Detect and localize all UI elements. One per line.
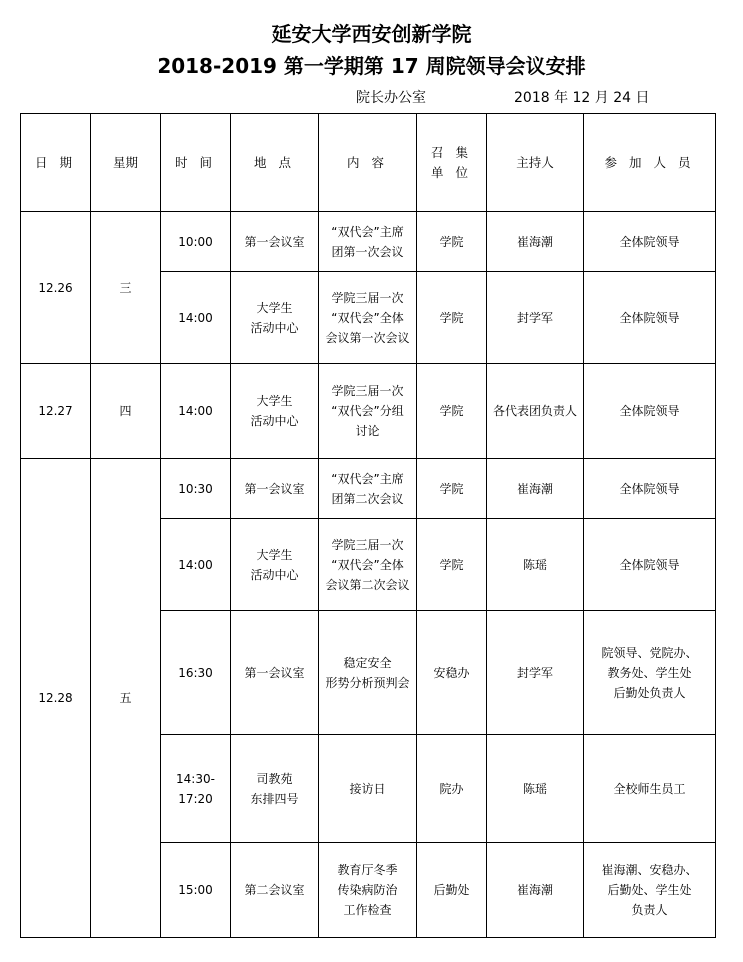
weekday-cell: 三 [91,212,161,364]
time-cell: 14:00 [161,272,231,364]
column-header-participants: 参 加 人 员 [584,114,716,212]
host-cell: 各代表团负责人 [487,364,584,459]
time-cell: 16:30 [161,611,231,735]
column-header-date: 日 期 [21,114,91,212]
content-cell: “双代会”主席 团第一次会议 [319,212,417,272]
content-cell: 稳定安全 形势分析预判会 [319,611,417,735]
column-header-content: 内 容 [319,114,417,212]
issuing-office: 院长办公室 [356,90,426,106]
place-cell: 第一会议室 [231,212,319,272]
place-cell: 大学生 活动中心 [231,272,319,364]
participants-cell: 全体院领导 [584,519,716,611]
time-cell: 14:00 [161,519,231,611]
content-cell: 学院三届一次 “双代会”全体 会议第二次会议 [319,519,417,611]
organizer-cell: 学院 [417,519,487,611]
document-title: 延安大学西安创新学院 [271,22,472,46]
time-cell: 14:30- 17:20 [161,735,231,843]
place-cell: 大学生 活动中心 [231,364,319,459]
participants-cell: 全体院领导 [584,364,716,459]
date-cell: 12.27 [21,364,91,459]
content-cell: 教育厅冬季 传染病防治 工作检查 [319,843,417,938]
document-subtitle: 2018-2019 第一学期第 17 周院领导会议安排 [157,54,586,78]
column-header-organizer: 召 集 单 位 [417,114,487,212]
host-cell: 崔海潮 [487,212,584,272]
organizer-cell: 学院 [417,364,487,459]
time-cell: 10:00 [161,212,231,272]
issue-date: 2018 年 12 月 24 日 [514,90,650,106]
content-cell: “双代会”主席 团第二次会议 [319,459,417,519]
organizer-cell: 后勤处 [417,843,487,938]
place-cell: 大学生 活动中心 [231,519,319,611]
host-cell: 封学军 [487,611,584,735]
place-cell: 第二会议室 [231,843,319,938]
date-cell: 12.28 [21,459,91,938]
host-cell: 崔海潮 [487,843,584,938]
content-cell: 学院三届一次 “双代会”分组 讨论 [319,364,417,459]
weekday-cell: 五 [91,459,161,938]
participants-cell: 全校师生员工 [584,735,716,843]
column-header-host: 主持人 [487,114,584,212]
table-row [21,459,716,519]
schedule-table [20,113,716,938]
host-cell: 崔海潮 [487,459,584,519]
column-header-weekday: 星期 [91,114,161,212]
time-cell: 15:00 [161,843,231,938]
place-cell: 第一会议室 [231,611,319,735]
content-cell: 学院三届一次 “双代会”全体 会议第一次会议 [319,272,417,364]
content-cell: 接访日 [319,735,417,843]
organizer-cell: 学院 [417,212,487,272]
host-cell: 封学军 [487,272,584,364]
participants-cell: 全体院领导 [584,459,716,519]
column-header-time: 时 间 [161,114,231,212]
column-header-place: 地 点 [231,114,319,212]
table-row [21,212,716,272]
host-cell: 陈瑶 [487,519,584,611]
place-cell: 第一会议室 [231,459,319,519]
time-cell: 14:00 [161,364,231,459]
table-row [21,364,716,459]
table-header-row [21,114,716,212]
date-cell: 12.26 [21,212,91,364]
organizer-cell: 学院 [417,459,487,519]
participants-cell: 院领导、党院办、 教务处、学生处 后勤处负责人 [584,611,716,735]
weekday-cell: 四 [91,364,161,459]
participants-cell: 全体院领导 [584,212,716,272]
organizer-cell: 院办 [417,735,487,843]
organizer-cell: 学院 [417,272,487,364]
participants-cell: 崔海潮、安稳办、 后勤处、学生处 负责人 [584,843,716,938]
time-cell: 10:30 [161,459,231,519]
participants-cell: 全体院领导 [584,272,716,364]
organizer-cell: 安稳办 [417,611,487,735]
host-cell: 陈瑶 [487,735,584,843]
place-cell: 司教苑 东排四号 [231,735,319,843]
